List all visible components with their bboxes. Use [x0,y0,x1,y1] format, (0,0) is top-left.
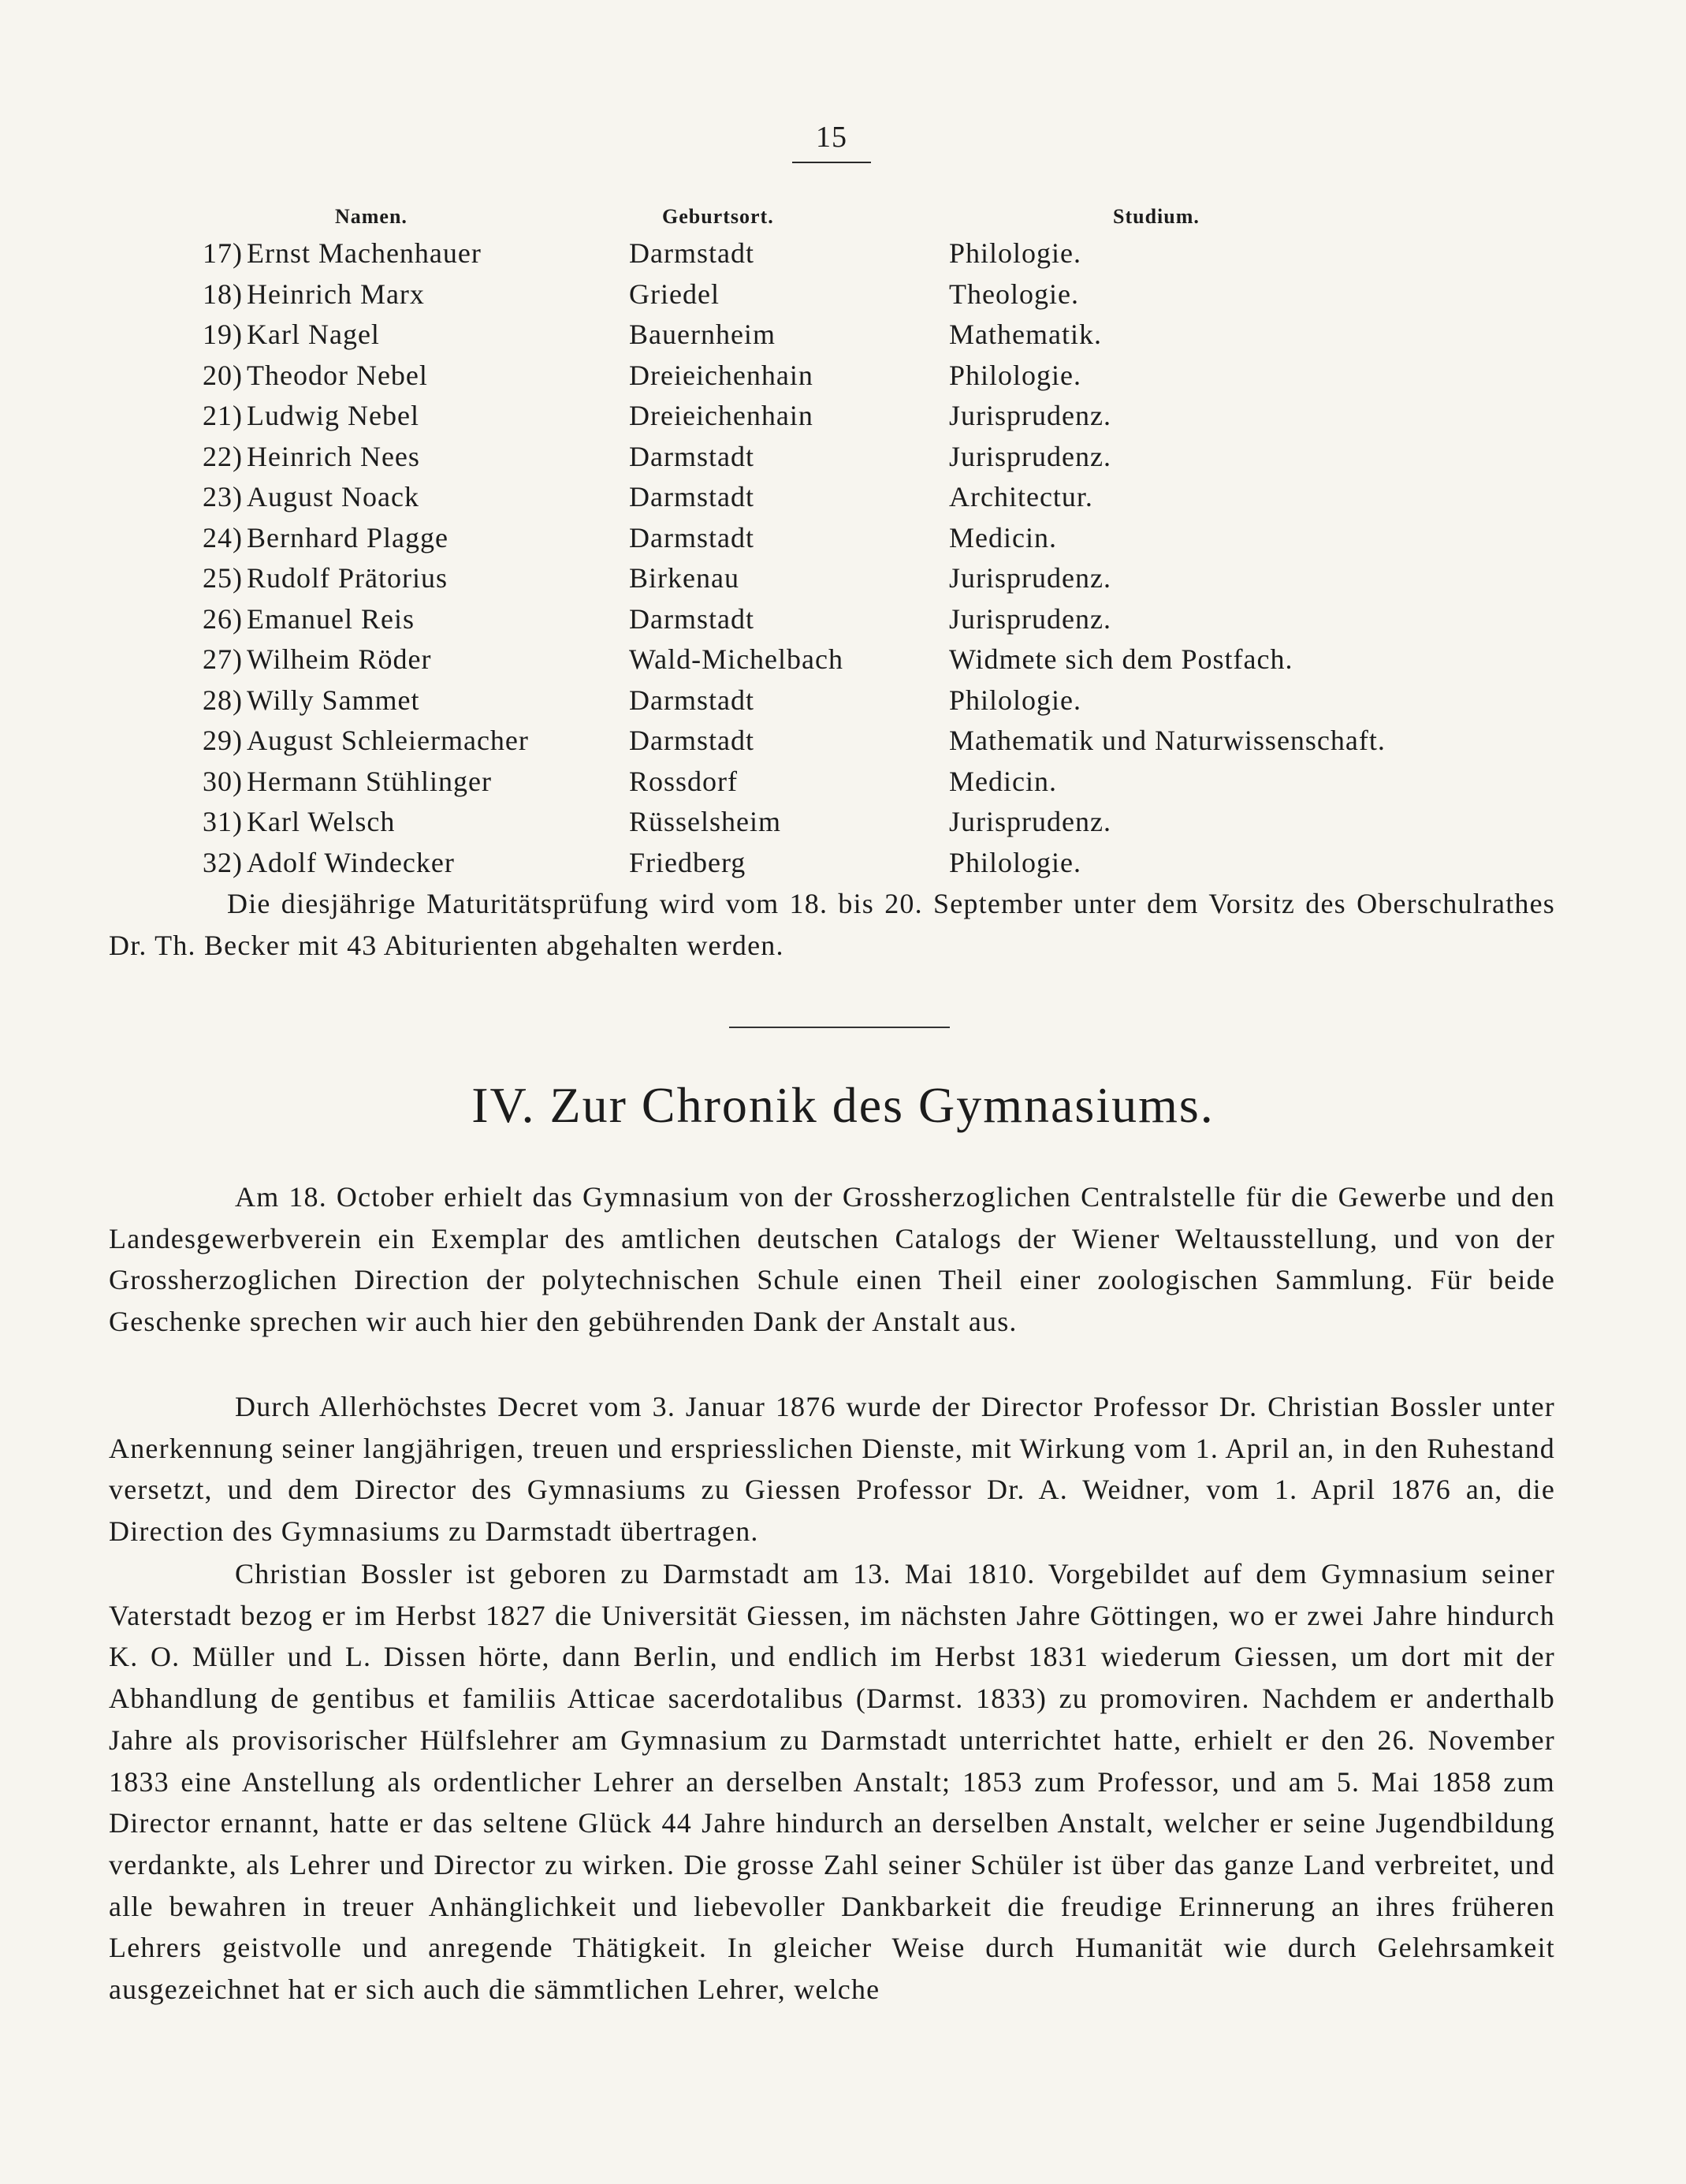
table-row [0,805,1686,846]
row-number: 26) [203,602,243,635]
row-number: 22) [203,440,243,472]
table-row [0,602,1686,643]
birthplace: Friedberg [629,846,746,878]
header-study: Studium. [1113,205,1200,228]
birthplace: Darmstadt [629,481,754,512]
row-number: 21) [203,400,243,431]
students-table [0,237,1686,886]
study-field: Philologie. [949,684,1082,716]
student-name: Emanuel Reis [247,602,415,635]
birthplace: Rossdorf [629,765,739,797]
row-number: 20) [203,359,243,391]
row-number: 17) [203,237,243,269]
birthplace: Darmstadt [629,237,754,269]
table-row [0,846,1686,887]
study-field: Mathematik. [949,319,1102,350]
table-row [0,521,1686,562]
birthplace: Darmstadt [629,521,754,553]
table-row [0,440,1686,481]
birthplace: Dreieichenhain [629,359,813,391]
maturity-note: Die diesjährige Maturitätsprüfung wird vom 18. bis 20. September unter dem Vorsitz des Oberschulrathes Dr. Th. Becker mit 43 Abiturienten abgehalten werden. [109,888,1555,961]
student-name: Adolf Windecker [247,846,455,878]
study-field: Jurisprudenz. [949,602,1111,635]
student-name: Hermann Stühlinger [247,765,492,797]
page-number: 15 [816,121,847,154]
table-row [0,724,1686,765]
study-field: Jurisprudenz. [949,440,1111,472]
table-row [0,399,1686,440]
student-name: Heinrich Marx [247,278,425,310]
student-name: Ludwig Nebel [247,400,419,431]
birthplace: Rüsselsheim [629,806,782,837]
table-row [0,237,1686,278]
table-row [0,359,1686,400]
student-name: Bernhard Plagge [247,521,448,553]
study-field: Widmete sich dem Postfach. [949,643,1293,675]
row-number: 29) [203,725,243,756]
study-field: Philologie. [949,846,1082,878]
student-name: Theodor Nebel [247,359,428,391]
paragraph: Christian Bossler ist geboren zu Darmstadt am 13. Mai 1810. Vorgebildet auf dem Gymnasium seiner Vaterstadt bezog er im Herbst 1827 die Universität Giessen, im nächsten Jahre Göttingen, wo er zwei Jahre hindurch K. O. Müller und L. Dissen hörte, dann Berlin, und endlich im Herbst 1831 wiederum Giessen, um dort mit der Abhandlung de gentibus et familiis Atticae sacerdotalibus (Darmst. 1833) zu promoviren. Nachdem er anderthalb Jahre als provisorischer Hülfslehrer am Gymnasium zu Darmstadt unterrichtet hatte, erhielt er den 26. November 1833 eine Anstellung als ordentlicher Lehrer an derselben Anstalt; 1853 zum Professor, und am 5. Mai 1858 zum Director ernannt, hatte er das seltene Glück 44 Jahre hindurch an derselben Anstalt, welcher er seine Jugendbildung verdankte, als Lehrer und Director zu wirken. Die grosse Zahl seiner Schüler ist über das ganze Land verbreitet, und alle bewahren in treuer Anhänglichkeit und liebevoller Dankbarkeit die freudige Erinnerung an ihres früheren Lehrers geistvolle und anregende Thätigkeit. In gleicher Weise durch Humanität wie durch Gelehrsamkeit ausgezeichnet hat er sich auch die sämmtlichen Lehrer, welche [109,1558,1555,2006]
study-field: Philologie. [949,237,1082,269]
study-field: Jurisprudenz. [949,400,1111,431]
row-number: 18) [203,278,243,310]
header-name: Namen. [335,205,408,228]
birthplace: Bauernheim [629,319,776,350]
birthplace: Darmstadt [629,440,754,472]
birthplace: Darmstadt [629,602,754,635]
table-row [0,643,1686,684]
birthplace: Birkenau [629,562,739,594]
student-name: Heinrich Nees [247,440,420,472]
study-field: Mathematik und Naturwissenschaft. [949,725,1386,756]
row-number: 32) [203,846,243,878]
study-field: Jurisprudenz. [949,806,1111,837]
page-number-rule [792,162,871,163]
row-number: 30) [203,765,243,797]
student-name: Karl Nagel [247,319,380,350]
paragraph: Am 18. October erhielt das Gymnasium von der Grossherzoglichen Centralstelle für die Gewerbe und den Landesgewerbverein ein Exemplar des amtlichen deutschen Catalogs der Wiener Weltausstellung, und von der Grossherzoglichen Direction der polytechnischen Schule einen Theil einer zoologischen Sammlung. Für beide Geschenke sprechen wir auch hier den gebührenden Dank der Anstalt aus. [109,1181,1555,1338]
row-number: 24) [203,521,243,553]
paragraph: Durch Allerhöchstes Decret vom 3. Januar 1876 wurde der Director Professor Dr. Christian Bossler unter Anerkennung seiner langjährigen, treuen und erspriesslichen Dienste, mit Wirkung vom 1. April an, in den Ruhestand versetzt, und dem Director des Gymnasiums zu Giessen Professor Dr. A. Weidner, vom 1. April 1876 an, die Direction des Gymnasiums zu Darmstadt übertragen. [109,1391,1555,1548]
table-row [0,561,1686,602]
study-field: Medicin. [949,765,1057,797]
birthplace: Wald-Michelbach [629,643,843,675]
student-name: Ernst Machenhauer [247,237,482,269]
table-row [0,278,1686,319]
study-field: Theologie. [949,278,1079,310]
row-number: 23) [203,481,243,512]
row-number: 25) [203,562,243,594]
student-name: Karl Welsch [247,806,396,837]
student-name: Rudolf Prätorius [247,562,448,594]
study-field: Philologie. [949,359,1082,391]
table-row [0,684,1686,725]
header-place: Geburtsort. [662,205,774,228]
birthplace: Darmstadt [629,684,754,716]
section-divider [729,1027,950,1028]
student-name: August Noack [247,481,419,512]
study-field: Jurisprudenz. [949,562,1111,594]
table-row [0,480,1686,521]
row-number: 28) [203,684,243,716]
row-number: 19) [203,319,243,350]
section-title: IV. Zur Chronik des Gymnasiums. [471,1077,1215,1133]
birthplace: Dreieichenhain [629,400,813,431]
table-row [0,318,1686,359]
study-field: Medicin. [949,521,1057,553]
student-name: Wilheim Röder [247,643,432,675]
student-name: August Schleiermacher [247,725,529,756]
table-row [0,765,1686,806]
birthplace: Darmstadt [629,725,754,756]
study-field: Architectur. [949,481,1093,512]
student-name: Willy Sammet [247,684,420,716]
row-number: 27) [203,643,243,675]
birthplace: Griedel [629,278,720,310]
row-number: 31) [203,806,243,837]
